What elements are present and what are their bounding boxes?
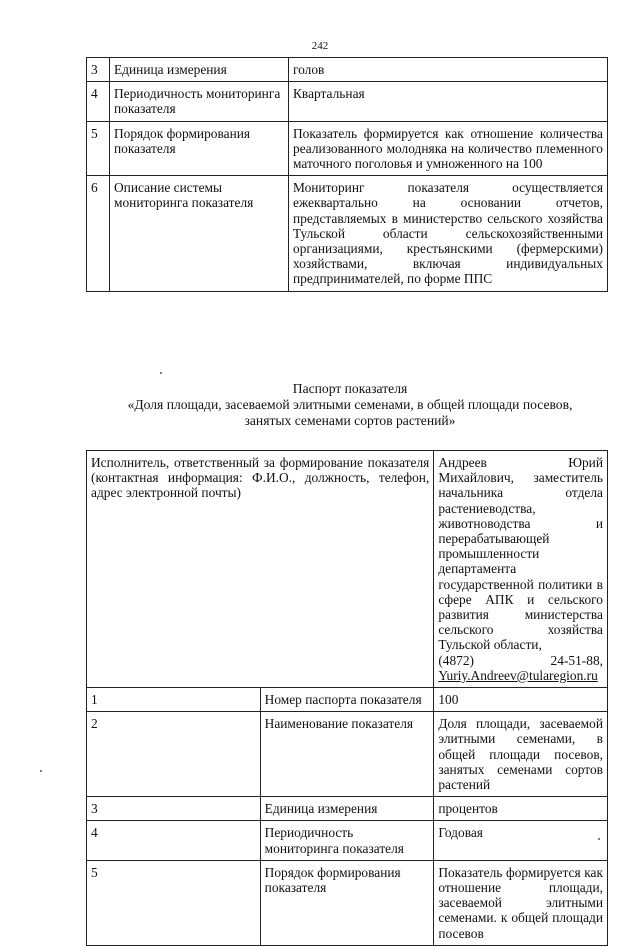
table-row [87,688,608,712]
row-value: Показатель формируется как отношение площади, засеваемой элитными семенами. к общей площади посевов [434,860,608,945]
row-label: Периодичность мониторинга показателя [110,82,289,121]
row-number: 4 [87,821,261,860]
table-row [87,121,608,176]
passport-title [70,381,630,429]
row-label: Единица измерения [260,797,434,821]
executor-row [87,451,608,688]
row-number: 3 [87,58,110,82]
passport-title-line: Паспорт показателя [292,381,408,396]
table-row [87,797,608,821]
row-value: Квартальная [289,82,608,121]
row-label: Наименование показателя [260,712,434,797]
row-number: 6 [87,176,110,291]
row-number: 3 [87,797,261,821]
table-row [87,860,608,945]
scan-speck [40,770,42,772]
executor-email-link[interactable]: Yuriy.Andreev@tularegion.ru [438,667,598,683]
row-value: Мониторинг показателя осуществляется ежеквартально на основании отчетов, представляемых в министерство сельского хозяйства Тульской области сельскохозяйственными организациями, крестьянскими (фермерскими) хозяйствами, включая индивидуальных предпринимателей, по форме ППС [289,176,608,291]
row-value: голов [289,58,608,82]
passport-title-line: занятых семенами сортов растений» [244,413,456,428]
row-number: 5 [87,860,261,945]
row-value: Показатель формируется как отношение количества реализованного молодняка на количество племенного маточного поголовья и умноженного на 100 [289,121,608,176]
row-number: 5 [87,121,110,176]
row-label: Порядок формирования показателя [260,860,434,945]
row-value: Годовая [434,821,608,860]
row-number: 2 [87,712,261,797]
row-value: процентов [434,797,608,821]
row-value: Доля площади, засеваемой элитными семенами, в общей площади посевов, занятых семенами сортов растений [434,712,608,797]
row-number: 1 [87,688,261,712]
executor-value [434,451,608,688]
scan-speck [160,372,162,374]
row-label: Периодичность мониторинга показателя [260,821,434,860]
passport-table [86,450,608,946]
row-label: Единица измерения [110,58,289,82]
scan-speck [598,838,600,840]
passport-title-line: «Доля площади, засеваемой элитными семенами, в общей площади посевов, [127,397,573,412]
row-label: Порядок формирования показателя [110,121,289,176]
executor-text: Андреев Юрий Михайлович, заместитель начальника отдела растениеводства, животноводства и перерабатывающей промышленности департамента государственной политики в сфере АПК и сельского развития министерства сельского хозяйства Тульской области, [438,455,603,653]
executor-label: Исполнитель, ответственный за формирование показателя (контактная информация: Ф.И.О., должность, телефон, адрес электронной почты) [87,451,434,688]
table-row [87,176,608,291]
row-label: Номер паспорта показателя [260,688,434,712]
page-number: 242 [311,40,329,52]
executor-phone: (4872) 24-51-88, [438,652,603,668]
indicator-table-continued [86,57,608,292]
table-row [87,712,608,797]
table-row [87,82,608,121]
row-number: 4 [87,82,110,121]
row-label: Описание системы мониторинга показателя [110,176,289,291]
table-row [87,821,608,860]
table-row [87,58,608,82]
row-value: 100 [434,688,608,712]
